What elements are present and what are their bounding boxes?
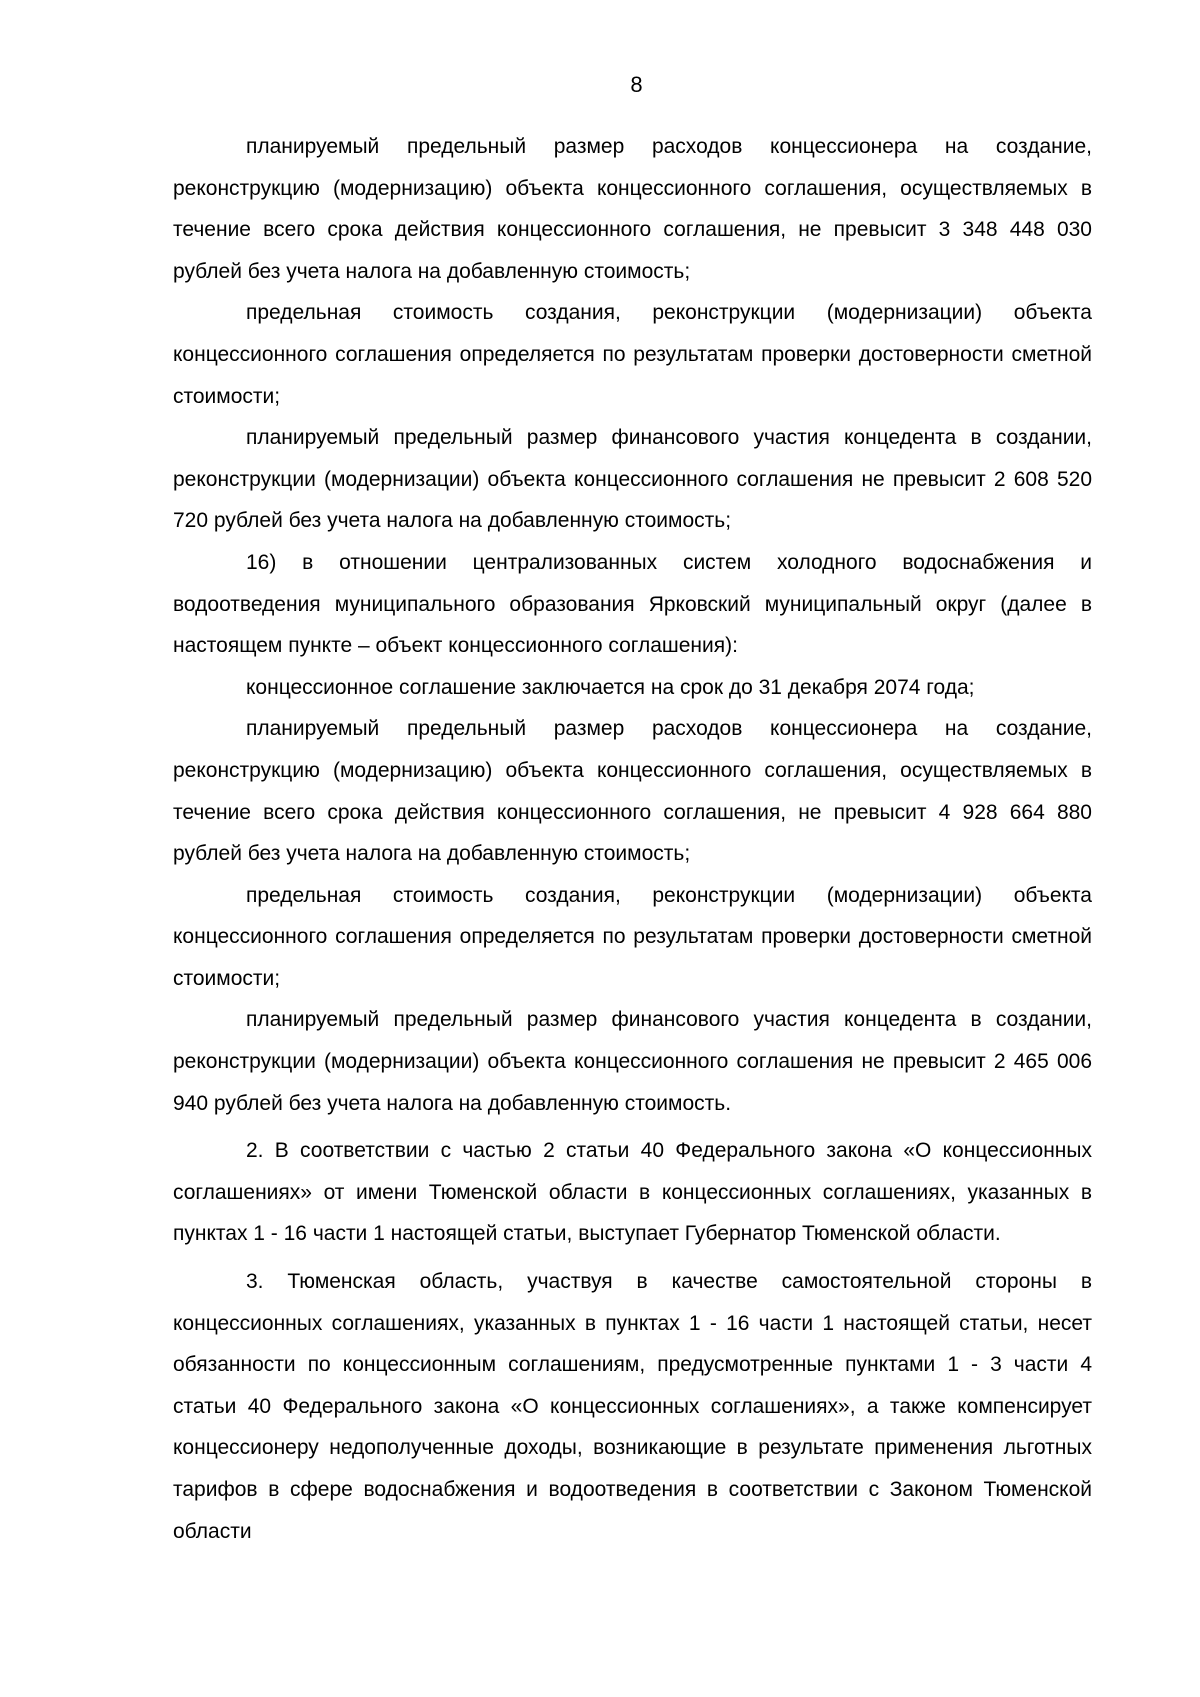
paragraph: 3. Тюменская область, участвуя в качестве самостоятельной стороны в концессионных соглашениях, указанных в пунктах 1 - 16 части 1 настоящей статьи, несет обязанности по концессионным соглашениям, предусмотренные пунктами 1 - 3 части 4 статьи 40 Федерального закона «О концессионных соглашениях», а также компенсирует концессионеру недополученные доходы, возникающие в результате применения льготных тарифов в сфере водоснабжения и водоотведения в соответствии с Законом Тюменской области — [173, 1270, 1092, 1543]
paragraph: предельная стоимость создания, реконструкции (модернизации) объекта концессионного соглашения определяется по результатам проверки достоверности сметной стоимости; — [173, 883, 1092, 990]
paragraph: планируемый предельный размер финансового участия концедента в создании, реконструкции (модернизации) объекта концессионного соглашения не превысит 2 465 006 940 рублей без учета налога на добавленную стоимость. — [173, 1008, 1092, 1115]
page-number: 8 — [630, 72, 643, 97]
document-body — [173, 126, 1092, 1552]
paragraph: планируемый предельный размер финансового участия концедента в создании, реконструкции (модернизации) объекта концессионного соглашения не превысит 2 608 520 720 рублей без учета налога на добавленную стоимость; — [173, 426, 1092, 533]
paragraph: планируемый предельный размер расходов концессионера на создание, реконструкцию (модернизацию) объекта концессионного соглашения, осуществляемых в течение всего срока действия концессионного соглашения, не превысит 3 348 448 030 рублей без учета налога на добавленную стоимость; — [173, 135, 1092, 283]
paragraph: 16) в отношении централизованных систем холодного водоснабжения и водоотведения муниципального образования Ярковский муниципальный округ (далее в настоящем пункте – объект концессионного соглашения): — [173, 550, 1092, 658]
paragraph: концессионное соглашение заключается на срок до 31 декабря 2074 года; — [246, 675, 975, 699]
paragraph: 2. В соответствии с частью 2 статьи 40 Федерального закона «О концессионных соглашениях» от имени Тюменской области в концессионных соглашениях, указанных в пунктах 1 - 16 части 1 настоящей статьи, выступает Губернатор Тюменской области. — [173, 1139, 1092, 1246]
paragraph: планируемый предельный размер расходов концессионера на создание, реконструкцию (модернизацию) объекта концессионного соглашения, осуществляемых в течение всего срока действия концессионного соглашения, не превысит 4 928 664 880 рублей без учета налога на добавленную стоимость; — [173, 717, 1092, 866]
paragraph: предельная стоимость создания, реконструкции (модернизации) объекта концессионного соглашения определяется по результатам проверки достоверности сметной стоимости; — [173, 301, 1092, 408]
